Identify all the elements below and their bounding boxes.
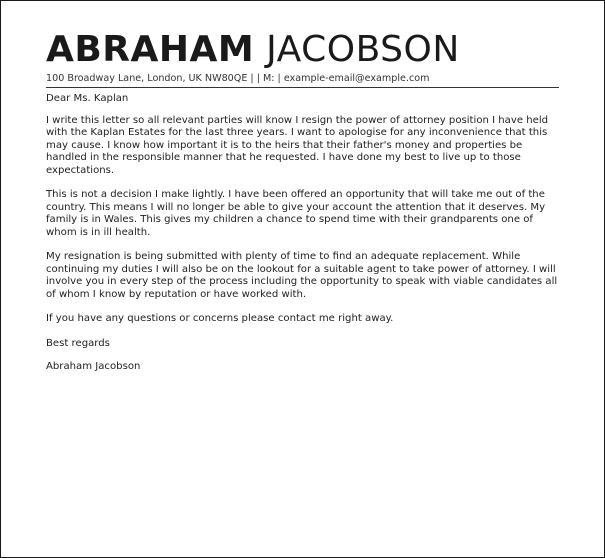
closing: Best regards xyxy=(46,337,110,349)
signature: Abraham Jacobson xyxy=(46,361,141,372)
paragraph-1: I write this letter so all relevant parties will know I resign the power of attorney position I have held with the Kaplan Estates for the last three years. I want to apologise for any inconvenience that this may cause. I know how important it is to the heirs that their father's money and properties be handled in the responsible manner that he requested. I have done my best to live up to those expectations. xyxy=(46,114,549,176)
paragraph-3: My resignation is being submitted with plenty of time to find an adequate replacement. While continuing my duties I will also be on the lookout for a suitable agent to take power of attorney. I will involve you in every step of the process including the opportunity to speak with viable candidates all of whom I know by reputation or have worked with. xyxy=(46,251,558,300)
contact-line: 100 Broadway Lane, London, UK NW80QE | | M: | example-email@example.com xyxy=(46,73,430,84)
letter-body xyxy=(46,93,566,374)
paragraph-2: This is not a decision I make lightly. I have been offered an opportunity that will take me out of the country. This means I will no longer be able to give your account the attention that it deserves. My family is in Wales. This gives my children a chance to spend time with their grandparents one of whom is in ill health. xyxy=(46,189,546,238)
sender-first-name: ABRAHAM xyxy=(46,29,255,70)
header-divider xyxy=(46,87,559,88)
sender-last-name: JACOBSON xyxy=(266,29,460,70)
paragraph-4: If you have any questions or concerns please contact me right away. xyxy=(46,313,394,324)
greeting: Dear Ms. Kaplan xyxy=(46,93,129,104)
sender-name xyxy=(46,28,460,72)
